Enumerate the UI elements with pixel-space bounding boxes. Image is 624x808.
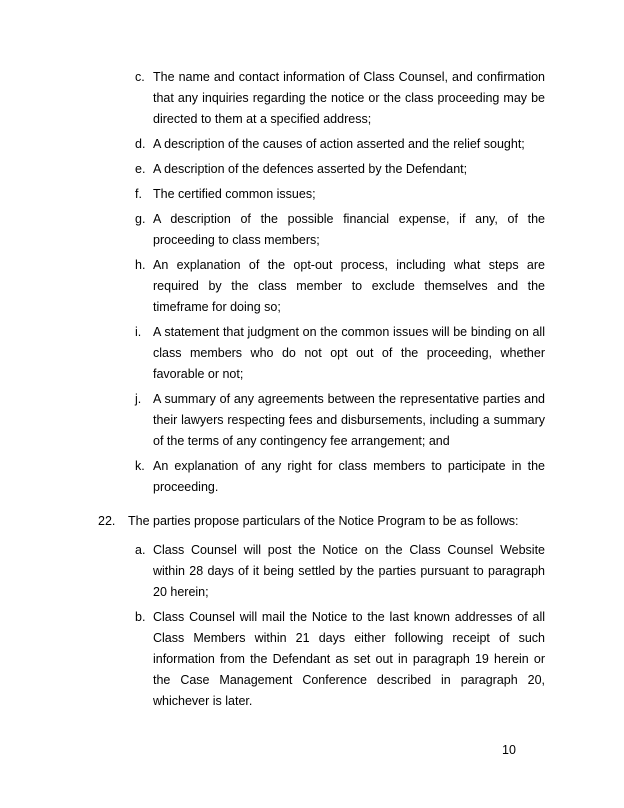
sub-item-b bbox=[135, 607, 545, 712]
list-item-marker: c. bbox=[135, 70, 145, 84]
list-item-marker: d. bbox=[135, 137, 146, 151]
document-content bbox=[0, 67, 624, 716]
sub-item-marker: b. bbox=[135, 610, 146, 624]
list-item-marker: h. bbox=[135, 258, 146, 272]
sub-item-marker: a. bbox=[135, 543, 146, 557]
list-item-c bbox=[135, 67, 545, 130]
list-item-e bbox=[135, 159, 545, 180]
sub-item-a bbox=[135, 540, 545, 603]
list-item-marker: i. bbox=[135, 325, 142, 339]
list-item-j bbox=[135, 389, 545, 452]
list-item-text: A description of the possible financial expense, if any, of the proceeding to class members; bbox=[153, 212, 545, 247]
list-item-text: An explanation of the opt-out process, including what steps are required by the class member to exclude themselves and the timeframe for doing so; bbox=[153, 258, 545, 314]
list-item-f bbox=[135, 184, 545, 205]
list-item-marker: f. bbox=[135, 187, 142, 201]
list-item-text: A description of the causes of action asserted and the relief sought; bbox=[153, 137, 525, 151]
list-item-marker: k. bbox=[135, 459, 145, 473]
paragraph-number: 22. bbox=[98, 514, 116, 528]
page-number: 10 bbox=[502, 743, 516, 757]
list-item-i bbox=[135, 322, 545, 385]
list-item-k bbox=[135, 456, 545, 498]
list-item-text: An explanation of any right for class members to participate in the proceeding. bbox=[153, 459, 545, 494]
paragraph-22 bbox=[98, 511, 545, 532]
sub-item-text: Class Counsel will mail the Notice to the last known addresses of all Class Members within 21 days either following receipt of such information from the Defendant as set out in paragraph 19 herein or the Case Management Conference described in paragraph 20, whichever is later. bbox=[153, 610, 545, 708]
list-item-text: The name and contact information of Class Counsel, and confirmation that any inquiries regarding the notice or the class proceeding may be directed to them at a specified address; bbox=[153, 70, 545, 126]
list-item-marker: j. bbox=[135, 392, 142, 406]
sub-item-text: Class Counsel will post the Notice on the Class Counsel Website within 28 days of it being settled by the parties pursuant to paragraph 20 herein; bbox=[153, 543, 545, 599]
list-item-text: The certified common issues; bbox=[153, 187, 316, 201]
list-item-g bbox=[135, 209, 545, 251]
list-item-marker: g. bbox=[135, 212, 146, 226]
list-item-text: A statement that judgment on the common issues will be binding on all class members who do not opt out of the proceeding, whether favorable or not; bbox=[153, 325, 545, 381]
list-item-text: A description of the defences asserted by the Defendant; bbox=[153, 162, 468, 176]
paragraph-text: The parties propose particulars of the Notice Program to be as follows: bbox=[128, 514, 519, 528]
list-item-marker: e. bbox=[135, 162, 146, 176]
list-item-text: A summary of any agreements between the representative parties and their lawyers respecting fees and disbursements, including a summary of the terms of any contingency fee arrangement; and bbox=[153, 392, 545, 448]
list-item-h bbox=[135, 255, 545, 318]
list-item-d bbox=[135, 134, 545, 155]
